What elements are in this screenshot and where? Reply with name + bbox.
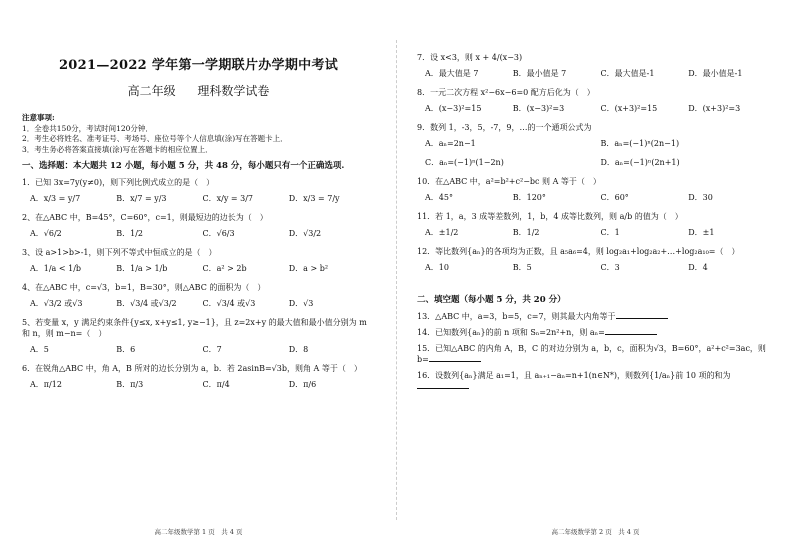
fill-question-13 bbox=[417, 311, 776, 322]
question-text: 2、在△ABC 中，B=45°，C=60°，c=1，则最短边的边长为（ ） bbox=[22, 213, 268, 222]
notice-1: 1．全卷共150分，考试时间120分钟． bbox=[22, 123, 153, 133]
section-2-heading: 二、填空题（每小题 5 分，共 20 分） bbox=[417, 295, 566, 305]
option-d: D．±1 bbox=[688, 228, 715, 237]
fill-question-14 bbox=[417, 327, 776, 338]
notice-title: 注意事项: bbox=[22, 113, 55, 122]
question-12 bbox=[417, 246, 776, 273]
question-3 bbox=[22, 247, 375, 274]
question-11 bbox=[417, 211, 776, 238]
option-a: A．√3/2 或√3 bbox=[30, 299, 83, 308]
option-a: A．(x−3)²=15 bbox=[425, 104, 482, 113]
question-text: 9．数列 1，-3，5，-7，9，…的一个通项公式为 bbox=[417, 123, 592, 132]
answer-blank bbox=[616, 318, 668, 319]
section-1-heading: 一、选择题：本大题共 12 小题，每小题 5 分，共 48 分，每小题只有一个正确选项. bbox=[22, 161, 345, 171]
option-a: A．5 bbox=[30, 345, 49, 354]
question-text: 1．已知 3x=7y(y≠0)，则下列比例式成立的是（ ） bbox=[22, 178, 215, 187]
question-text: 4、在△ABC 中，c=√3，b=1，B=30°，则△ABC 的面积为（ ） bbox=[22, 283, 266, 292]
option-d: D．(x+3)²=3 bbox=[688, 104, 741, 113]
fill-text: 15．已知△ABC 的内角 A，B，C 的对边分别为 a，b，c，面积为√3，B=60°，a²+c²=3ac，则 b= bbox=[417, 344, 766, 364]
option-d: D．x/3 = 7/y bbox=[288, 194, 340, 203]
page-2 bbox=[397, 0, 794, 552]
question-9 bbox=[417, 122, 776, 168]
option-c: C．π/4 bbox=[202, 380, 230, 389]
option-d: D．aₙ=(−1)ⁿ(2n+1) bbox=[600, 158, 680, 167]
exam-title: 2021—2022 学年第一学期联片办学期中考试 bbox=[58, 58, 339, 73]
option-b: B．最小值是 7 bbox=[512, 69, 567, 78]
exam-subtitle: 高二年级 理科数学试卷 bbox=[127, 84, 270, 98]
question-4 bbox=[22, 282, 375, 309]
option-b: B．x/7 = y/3 bbox=[116, 194, 167, 203]
question-6 bbox=[22, 363, 375, 390]
option-a: A．aₙ=2n−1 bbox=[425, 139, 476, 148]
question-text: 7．设 x<3，则 x + 4/(x−3) bbox=[417, 53, 523, 62]
option-a: A．1/a < 1/b bbox=[30, 264, 82, 273]
question-10 bbox=[417, 176, 776, 203]
option-c: C．aₙ=(−1)ⁿ(1−2n) bbox=[425, 158, 504, 167]
page-footer: 高二年级数学第 1 页 共 4 页 bbox=[154, 528, 243, 536]
option-a: A．最大值是 7 bbox=[425, 69, 479, 78]
option-a: A．45° bbox=[425, 193, 453, 202]
option-a: A．x/3 = y/7 bbox=[30, 194, 81, 203]
option-b: B．5 bbox=[512, 263, 532, 272]
notice-2: 2．考生必将姓名、准考证号、考场号、座位号等个人信息填(涂)写在答题卡上． bbox=[22, 134, 288, 143]
option-c: C．a² > 2b bbox=[202, 264, 247, 273]
answer-blank bbox=[605, 334, 657, 335]
option-b: B．1/2 bbox=[116, 229, 144, 238]
option-d: D．30 bbox=[688, 193, 713, 202]
answer-blank bbox=[429, 361, 481, 362]
fill-text: 13．△ABC 中，a=3，b=5，c=7，则其最大内角等于 bbox=[417, 312, 616, 321]
option-d: D．最小值是-1 bbox=[688, 69, 743, 78]
notice-3: 3．考生务必将答案直接填(涂)写在答题卡的相应位置上． bbox=[22, 144, 213, 154]
question-1 bbox=[22, 177, 375, 204]
option-a: A．±1/2 bbox=[425, 228, 459, 237]
option-c: C．(x+3)²=15 bbox=[600, 104, 658, 113]
option-c: C．x/y = 3/7 bbox=[202, 194, 254, 203]
option-b: B．(x−3)²=3 bbox=[512, 104, 565, 113]
option-a: A．√6/2 bbox=[30, 229, 62, 238]
option-d: D．√3/2 bbox=[288, 229, 322, 238]
option-c: C．7 bbox=[202, 345, 222, 354]
fill-question-15 bbox=[417, 343, 776, 365]
question-text: 6．在锐角△ABC 中，角 A，B 所对的边长分别为 a，b．若 2asinB=√3b，则角 A 等于（ ） bbox=[22, 364, 362, 373]
question-text: 8．一元二次方程 x²−6x−6=0 配方后化为（ ） bbox=[417, 88, 595, 97]
option-b: B．aₙ=(−1)ⁿ(2n−1) bbox=[600, 139, 680, 148]
option-a: A．π/12 bbox=[30, 380, 62, 389]
option-b: B．1/2 bbox=[512, 228, 540, 237]
question-7 bbox=[417, 52, 776, 79]
question-text: 12．等比数列{aₙ}的各项均为正数，且 a₅a₆=4，则 log₂a₁+log₂a₂+…+log₂a₁₀=（ ） bbox=[417, 247, 740, 256]
option-d: D．a > b² bbox=[288, 264, 329, 273]
option-b: B．π/3 bbox=[116, 380, 144, 389]
option-c: C．√6/3 bbox=[202, 229, 235, 238]
option-c: C．1 bbox=[600, 228, 620, 237]
option-b: B．6 bbox=[116, 345, 136, 354]
question-8 bbox=[417, 87, 776, 114]
page-footer: 高二年级数学第 2 页 共 4 页 bbox=[551, 528, 640, 536]
option-d: D．4 bbox=[688, 263, 708, 272]
option-c: C．3 bbox=[600, 263, 620, 272]
option-a: A．10 bbox=[425, 263, 449, 272]
option-c: C．60° bbox=[600, 193, 629, 202]
question-text: 3、设 a>1>b>-1，则下列不等式中恒成立的是（ ） bbox=[22, 248, 217, 257]
option-b: B．120° bbox=[512, 193, 546, 202]
option-c: C．√3/4 或√3 bbox=[202, 299, 256, 308]
option-c: C．最大值是-1 bbox=[600, 69, 655, 78]
option-d: D．π/6 bbox=[288, 380, 317, 389]
option-d: D．8 bbox=[288, 345, 309, 354]
question-text: 11．若 1，a，3 成等差数列，1，b，4 成等比数列，则 a/b 的值为（ ） bbox=[417, 212, 683, 221]
fill-text: 16．设数列{aₙ}满足 a₁=1，且 aₙ₊₁−aₙ=n+1(n∈N*)，则数列{1/aₙ}前 10 项的和为 bbox=[417, 371, 731, 380]
question-text: 5、若变量 x，y 满足约束条件{y≤x, x+y≤1, y≥−1}，且 z=2x+y 的最大值和最小值分别为 m 和 n，则 m−n=（ ） bbox=[22, 318, 367, 338]
fill-text: 14．已知数列{aₙ}的前 n 项和 Sₙ=2n²+n，则 aₙ= bbox=[417, 328, 605, 337]
option-b: B．1/a > 1/b bbox=[116, 264, 168, 273]
question-text: 10．在△ABC 中，a²=b²+c²−bc 则 A 等于（ ） bbox=[417, 177, 601, 186]
answer-blank bbox=[417, 388, 469, 389]
question-2 bbox=[22, 212, 375, 239]
option-b: B．√3/4 或√3/2 bbox=[116, 299, 177, 308]
question-5 bbox=[22, 317, 375, 355]
option-d: D．√3 bbox=[288, 299, 314, 308]
fill-question-16 bbox=[417, 370, 776, 392]
